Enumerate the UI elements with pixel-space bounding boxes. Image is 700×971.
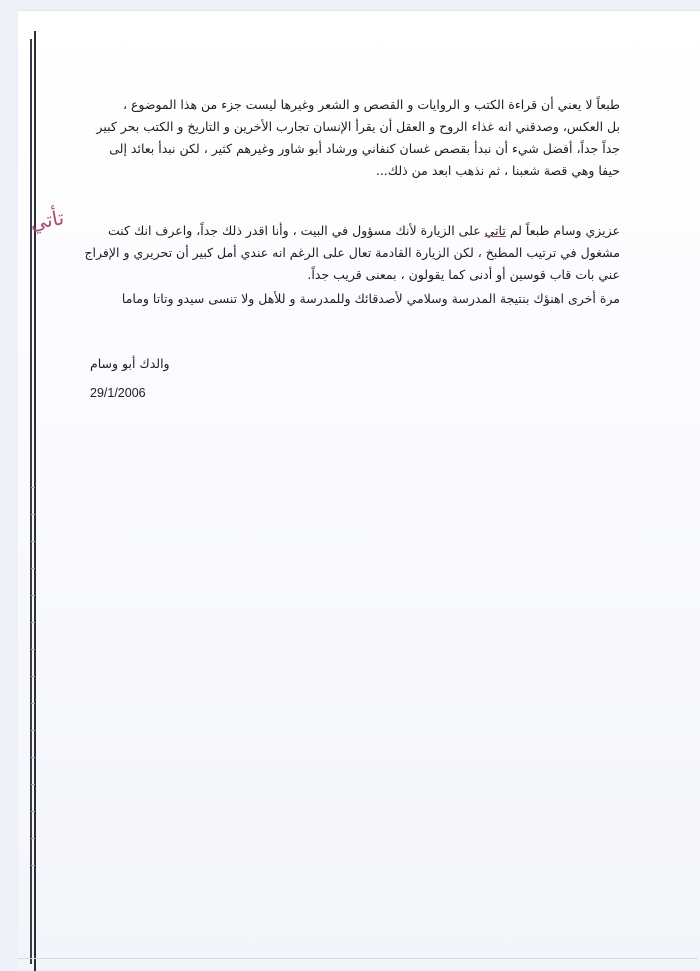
text-line: طبعاً لا يعني أن قراءة الكتب و الروايات و القصص و الشعر وغيرها ليست جزء من هذا الموضوع ، — [122, 97, 620, 112]
ruler-ticks — [31, 461, 35, 881]
text-line: عني بات قاب قوسين أو أدنى كما يقولون ، بمعنى قريب جداً. — [307, 267, 620, 282]
underlined-word: تاتي — [484, 223, 506, 238]
text-line: حيفا وهي قصة شعبنا ، ثم نذهب ابعد من ذلك... — [375, 163, 620, 178]
page-bottom-edge — [18, 958, 698, 959]
text-segment: على الزيارة لأنك مسؤول في البيت ، وأنا اقدر ذلك جداً، واعرف انك كنت — [108, 223, 485, 238]
signature: والدك أبو وسام — [90, 356, 170, 371]
text-line: بل العكس، وصدقني انه غذاء الروح و العقل أن يقرأ الإنسان تجارب الأخرين و التاريخ و الكتب بحر كبير — [96, 119, 620, 134]
text-line: جداً جداً، أفضل شيء أن نبدأ بقصص غسان كنفاني ورشاد أبو شاور وغيرهم كثير ، لكن نبدأ بعائد إلى — [109, 141, 620, 156]
letter-date: 29/1/2006 — [90, 386, 146, 400]
paragraph-visit — [84, 220, 620, 286]
text-line: مرة أخرى اهنؤك بنتيجة المدرسة وسلامي لأصدقائك وللمدرسة و للأهل ولا تنسى سيدو وتاتا وماما — [121, 291, 620, 306]
margin-correction-note: تأتي — [28, 205, 66, 235]
paragraph-reading — [95, 94, 620, 182]
text-line — [95, 220, 620, 242]
text-segment: عزيزي وسام طبعاً لم — [505, 223, 620, 238]
paragraph-congratulations — [80, 288, 620, 310]
text-line: مشغول في ترتيب المطبخ ، لكن الزيارة القادمة تعال على الرغم انه عندي أمل كبير أن تحريري و الإفراج — [84, 245, 620, 260]
